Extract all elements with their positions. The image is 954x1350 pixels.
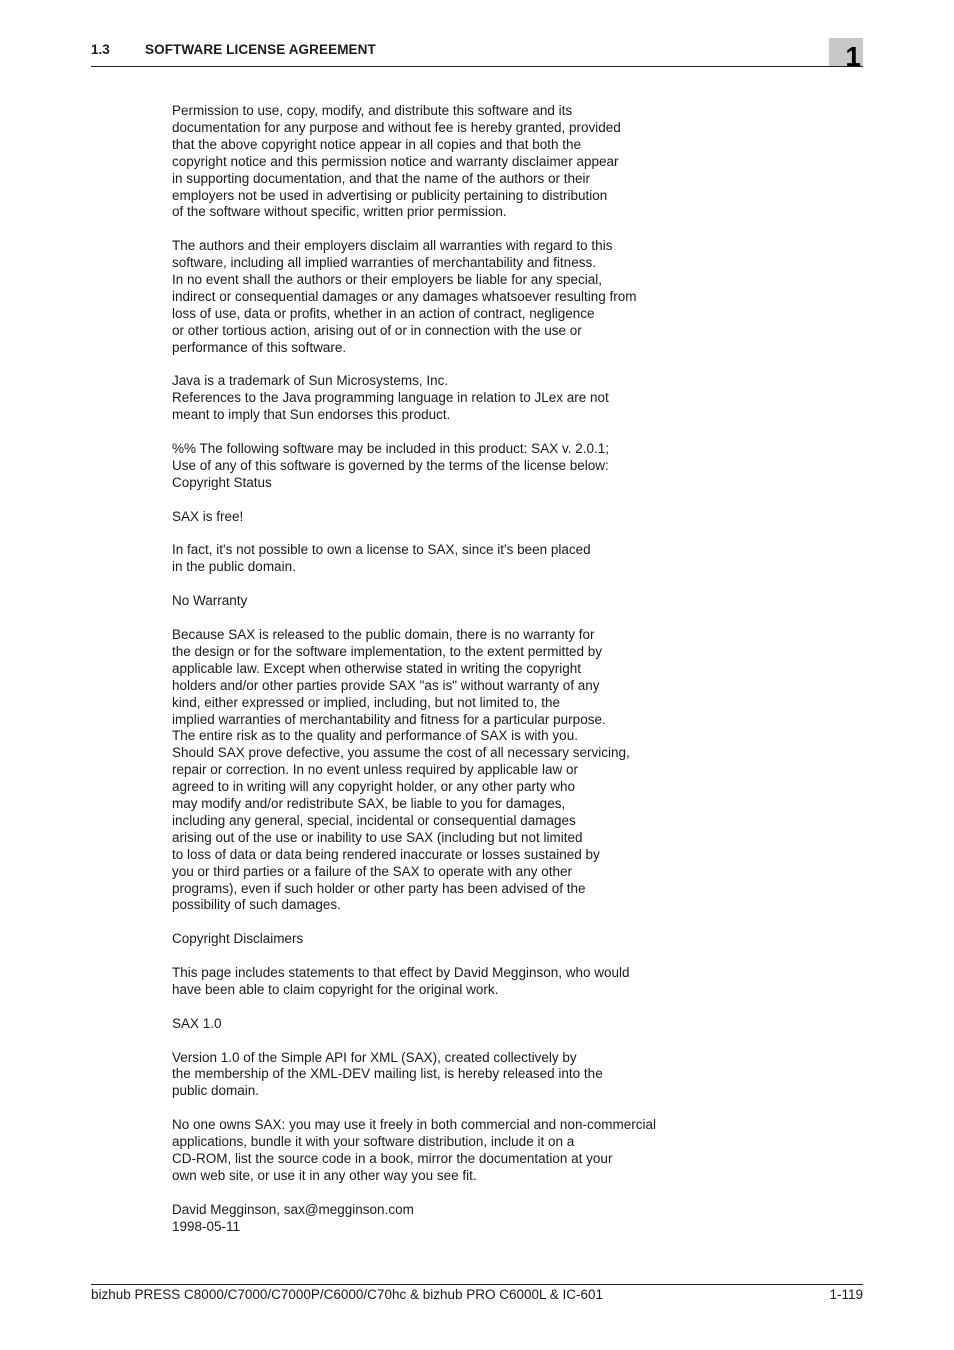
paragraph-disclaimer: The authors and their employers disclaim all warranties with regard to this software, including all implied warranties of merchantability and fitness. In no event shall the authors or their employers be liable for any special, indirect or consequential damages or any damages whatsoever resulting from loss of use, data or profits, whether in an action of contract, negligence or other tortious action, arising out of or in connection with the use or performance of this software. <box>172 238 637 355</box>
license-text <box>172 103 732 1236</box>
page-header <box>91 40 863 72</box>
paragraph-signature: David Megginson, sax@megginson.com 1998-05-11 <box>172 1201 414 1234</box>
section-title: SOFTWARE LICENSE AGREEMENT <box>145 42 376 57</box>
paragraph-megginson-statement: This page includes statements to that effect by David Megginson, who would have been able to claim copyright for the original work. <box>172 965 630 997</box>
chapter-number: 1 <box>845 41 861 72</box>
paragraph-no-one-owns: No one owns SAX: you may use it freely in both commercial and non-commercial applications, bundle it with your software distribution, include it on a CD-ROM, list the source code in a book, mirror the documentation at your own web site, or use it in any other way you see fit. <box>172 1117 656 1183</box>
section-number: 1.3 <box>91 42 110 57</box>
chapter-tab <box>829 38 863 72</box>
paragraph-sax-intro: %% The following software may be included in this product: SAX v. 2.0.1; Use of any of this software is governed by the terms of the license below: Copyright Status <box>172 441 609 490</box>
paragraph-no-warranty: Because SAX is released to the public domain, there is no warranty for the design or for the software implementation, to the extent permitted by applicable law. Except when otherwise stated in writing the copyright holders and/or other parties provide SAX "as is" without warranty of any kind, either expressed or implied, including, but not limited to, the implied warranties of merchantability and fitness for a particular purpose. The entire risk as to the quality and performance of SAX is with you. Should SAX prove defective, you assume the cost of all necessary servicing, repair or correction. In no event unless required by applicable law or agreed to in writing will any copyright holder, or any other party who may modify and/or redistribute SAX, be liable to you for damages, including any general, special, incidental or consequential damages arising out of the use or inability to use SAX (including but not limited to loss of data or data being rendered inaccurate or losses sustained by you or third parties or a failure of the SAX to operate with any other programs), even if such holder or other party has been advised of the possibility of such damages. <box>172 626 630 913</box>
paragraph-sax-free: SAX is free! <box>172 508 244 524</box>
paragraph-permission: Permission to use, copy, modify, and distribute this software and its documentation for any purpose and without fee is hereby granted, provided that the above copyright notice appear in all copies and that both the copyright notice and this permission notice and warranty disclaimer appear in supporting documentation, and that the name of the authors or their employers not be used in advertising or publicity pertaining to distribution of the software without specific, written prior permission. <box>172 103 621 220</box>
paragraph-copyright-disclaimers-heading: Copyright Disclaimers <box>172 931 304 947</box>
paragraph-sax-release: Version 1.0 of the Simple API for XML (SAX), created collectively by the membership of the XML-DEV mailing list, is hereby released into the public domain. <box>172 1049 603 1099</box>
page-footer <box>91 1284 863 1309</box>
footer-page-number: 1-119 <box>829 1287 863 1302</box>
paragraph-java-trademark: Java is a trademark of Sun Microsystems, Inc. References to the Java programming language in relation to JLex are not meant to imply that Sun endorses this product. <box>172 373 609 423</box>
footer-product-name: bizhub PRESS C8000/C7000/C7000P/C6000/C70hc & bizhub PRO C6000L & IC-601 <box>91 1287 604 1302</box>
paragraph-public-domain: In fact, it's not possible to own a license to SAX, since it's been placed in the public domain. <box>172 542 591 575</box>
paragraph-sax-version-heading: SAX 1.0 <box>172 1015 222 1031</box>
paragraph-no-warranty-heading: No Warranty <box>172 593 248 609</box>
